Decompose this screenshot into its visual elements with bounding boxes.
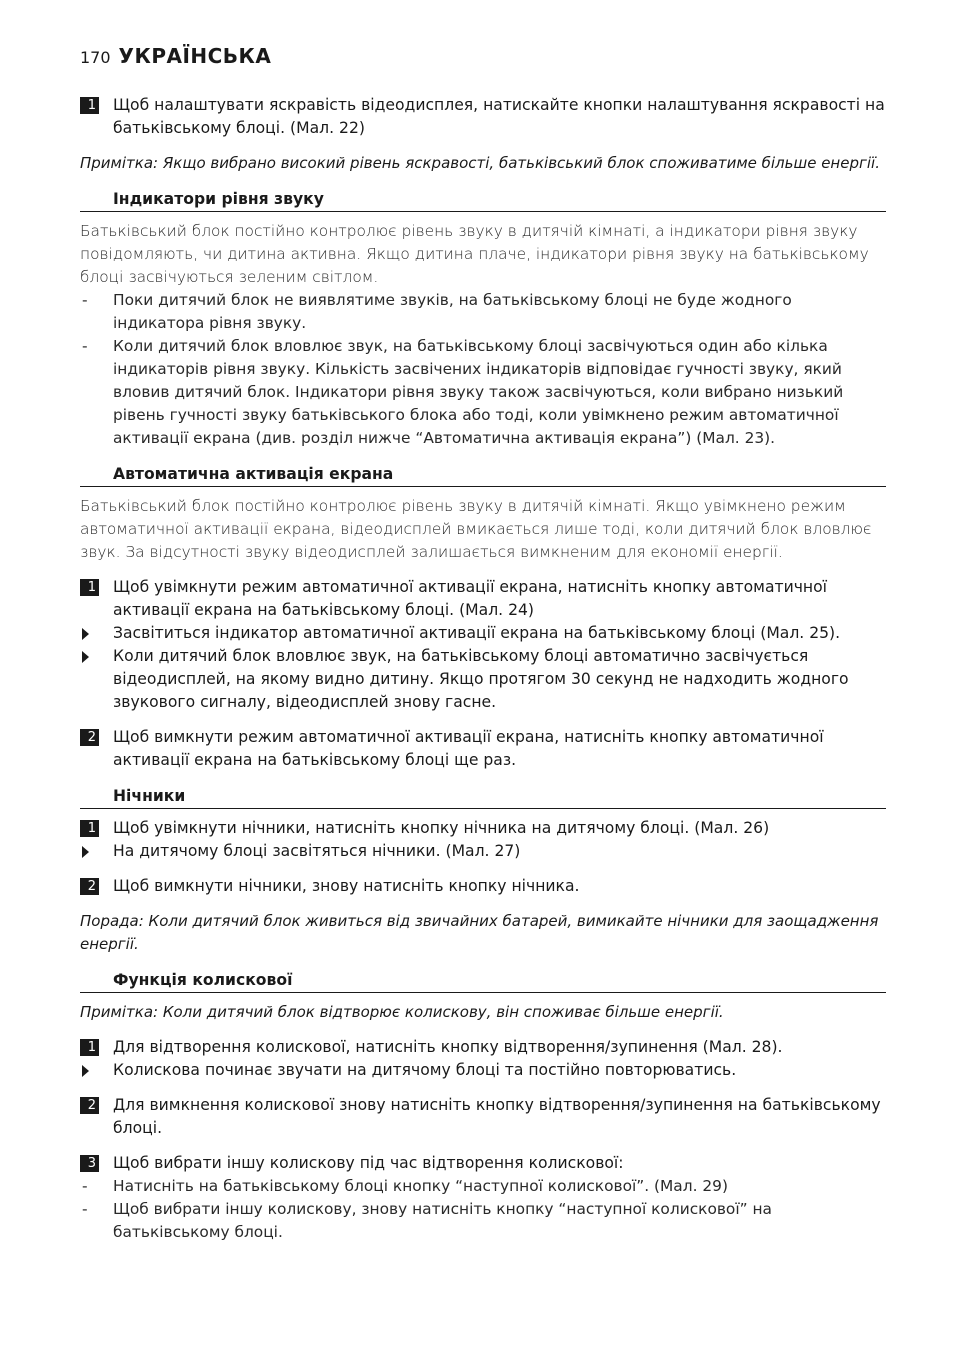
result-text: На дитячому блоці засвітяться нічники. (Мал. 27) bbox=[113, 842, 521, 860]
step-number-badge: 1 bbox=[80, 97, 99, 114]
dash-bullet: - bbox=[82, 1177, 88, 1195]
step-text: Для відтворення колискової, натисніть кнопку відтворення/зупинення (Мал. 28). bbox=[113, 1038, 783, 1056]
section-heading-auto-activation: Автоматична активація екрана bbox=[80, 464, 886, 487]
dash-bullet: - bbox=[82, 337, 88, 355]
result-item bbox=[80, 645, 886, 714]
result-arrow-icon bbox=[80, 645, 113, 714]
lullaby-note: Примітка: Коли дитячий блок відтворює колискову, він споживає більше енергії. bbox=[80, 1003, 724, 1021]
result-text: Колискова починає звучати на дитячому блоці та постійно повторюватись. bbox=[113, 1061, 737, 1079]
step-text: Щоб вибрати іншу колискову під час відтворення колискової: bbox=[113, 1154, 624, 1172]
step-number-badge: 1 bbox=[80, 820, 99, 837]
nightlight-tip: Порада: Коли дитячий блок живиться від звичайних батарей, вимикайте нічники для заощадження енергії. bbox=[80, 912, 879, 953]
section-heading-lullaby: Функція колискової bbox=[80, 970, 886, 993]
step-number-badge: 2 bbox=[80, 729, 99, 746]
manual-page bbox=[80, 44, 886, 1244]
result-text: Коли дитячий блок вловлює звук, на батьківському блоці автоматично засвічується відеодисплей, на якому видно дитину. Якщо протягом 30 секунд не надходить жодного звукового сигналу, відеодисплей знову гасне. bbox=[113, 647, 849, 711]
result-arrow-icon bbox=[80, 840, 113, 863]
language-title: УКРАЇНСЬКА bbox=[118, 44, 272, 68]
list-item-text: Коли дитячий блок вловлює звук, на батьківському блоці засвічуються один або кілька індикаторів рівня звуку. Кількість засвічених індикаторів відповідає гучності звуку, який вловив дитячий блок. Індикатори рівня звуку також засвічуються, коли вибрано низький рівень гучності звуку батьківського блока або тоді, коли увімкнено режим автоматичної активації екрана (див. розділ нижче “Автоматична активація екрана”) (Мал. 23). bbox=[113, 337, 844, 447]
dash-bullet: - bbox=[82, 1200, 88, 1218]
step-text: Щоб увімкнути режим автоматичної активації екрана, натисніть кнопку автоматичної активації екрана на батьківському блоці. (Мал. 24) bbox=[113, 578, 827, 619]
lullaby-step-1 bbox=[80, 1036, 886, 1059]
step-text: Щоб вимкнути режим автоматичної активації екрана, натисніть кнопку автоматичної активації екрана на батьківському блоці ще раз. bbox=[113, 728, 824, 769]
step-text: Щоб налаштувати яскравість відеодисплея, натискайте кнопки налаштування яскравості на батьківському блоці. (Мал. 22) bbox=[113, 96, 885, 137]
auto-paragraph: Батьківський блок постійно контролює рівень звуку в дитячій кімнаті. Якщо увімкнено режим автоматичної активації екрана, відеодисплей вмикається лише тоді, коли дитячий блок вловлює звук. За відсутності звуку відеодисплей залишається вимкненим для економії енергії. bbox=[80, 497, 872, 561]
list-item bbox=[80, 1175, 886, 1198]
list-item bbox=[80, 289, 886, 335]
step-text: Для вимкнення колискової знову натисніть кнопку відтворення/зупинення на батьківському блоці. bbox=[113, 1096, 881, 1137]
step-number-badge: 1 bbox=[80, 1039, 99, 1056]
brightness-note: Примітка: Якщо вибрано високий рівень яскравості, батьківський блок споживатиме більше енергії. bbox=[80, 154, 880, 172]
result-item bbox=[80, 622, 886, 645]
result-text: Засвітиться індикатор автоматичної активації екрана на батьківському блоці (Мал. 25). bbox=[113, 624, 841, 642]
night-step-2 bbox=[80, 875, 886, 898]
result-arrow-icon bbox=[80, 622, 113, 645]
list-item-text: Натисніть на батьківському блоці кнопку “наступної колискової”. (Мал. 29) bbox=[113, 1177, 728, 1195]
sound-paragraph: Батьківський блок постійно контролює рівень звуку в дитячій кімнаті, а індикатори рівня звуку повідомляють, чи дитина активна. Якщо дитина плаче, індикатори рівня звуку на батьківському блоці засвічуються зеленим світлом. bbox=[80, 222, 869, 286]
auto-step-1 bbox=[80, 576, 886, 622]
list-item bbox=[80, 1198, 886, 1244]
list-item-text: Щоб вибрати іншу колискову, знову натисніть кнопку “наступної колискової” на батьківському блоці. bbox=[113, 1200, 772, 1241]
section-heading-nightlights: Нічники bbox=[80, 786, 886, 809]
night-step-1 bbox=[80, 817, 886, 840]
result-item bbox=[80, 840, 886, 863]
brightness-step bbox=[80, 94, 886, 140]
section-heading-sound-indicators: Індикатори рівня звуку bbox=[80, 189, 886, 212]
list-item-text: Поки дитячий блок не виявлятиме звуків, на батьківському блоці не буде жодного індикатора рівня звуку. bbox=[113, 291, 792, 332]
step-number-badge: 1 bbox=[80, 579, 99, 596]
page-header bbox=[80, 44, 886, 68]
page-number: 170 bbox=[80, 48, 111, 67]
step-number-badge: 2 bbox=[80, 1097, 99, 1114]
step-text: Щоб увімкнути нічники, натисніть кнопку нічника на дитячому блоці. (Мал. 26) bbox=[113, 819, 770, 837]
list-item bbox=[80, 335, 886, 450]
lullaby-step-2 bbox=[80, 1094, 886, 1140]
dash-bullet: - bbox=[82, 291, 88, 309]
step-text: Щоб вимкнути нічники, знову натисніть кнопку нічника. bbox=[113, 877, 580, 895]
auto-step-2 bbox=[80, 726, 886, 772]
step-number-badge: 2 bbox=[80, 878, 99, 895]
lullaby-step-3 bbox=[80, 1152, 886, 1175]
step-number-badge: 3 bbox=[80, 1155, 99, 1172]
result-arrow-icon bbox=[80, 1059, 113, 1082]
result-item bbox=[80, 1059, 886, 1082]
